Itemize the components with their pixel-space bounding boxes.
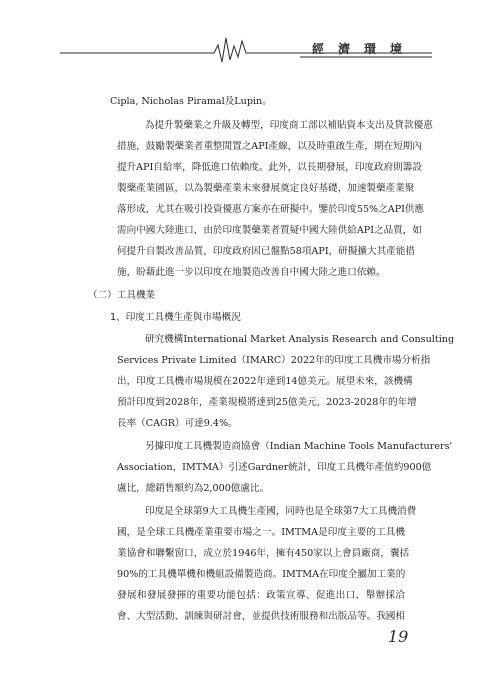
paragraph-line: 業協會和聯繫窗口，成立於1946年，擁有450家以上會員廠商，囊括 — [117, 548, 410, 559]
paragraph-line: 預計印度到2028年，產業規模將達到25億美元，2023-2028年的年增 — [117, 397, 417, 408]
paragraph-line: 研究機構International Market Analysis Research and Consulting — [145, 334, 455, 345]
paragraph-line: 印度是全球第9大工具機生產國，同時也是全球第7大工具機消費 — [145, 506, 417, 517]
paragraph-line: Association，IMTMA）引述Gardner統計，印度工具機年產值約900億 — [117, 462, 432, 473]
paragraph-line: Services Private Limited（IMARC）2022年的印度工具機市場分析指 — [117, 355, 431, 366]
paragraph-line: 施，盼藉此進一步以印度在地製造改善自中國大陸之進口依賴。 — [117, 267, 386, 278]
paragraph-line: Cipla, Nicholas Piramal及Lupin。 — [110, 96, 272, 107]
section-heading: （二）工具機業 — [88, 290, 156, 301]
paragraph-line: 出，印度工具機市場規模在2022年達到14億美元。展望未來，該機構 — [117, 376, 413, 387]
section-header-title: 經濟環境 — [312, 42, 417, 56]
paragraph-line: 落形成，尤其在吸引投資優惠方案亦在研擬中。鑒於印度55%之API供應 — [117, 204, 425, 215]
paragraph-line: 長率（CAGR）可達9.4%。 — [117, 418, 238, 429]
page-number: 19 — [388, 627, 409, 646]
subsection-heading: 1、印度工具機生產與市場概況 — [110, 312, 241, 323]
paragraph-line: 為提升製藥業之升級及轉型，印度商工部以補貼資本支出及貸款優惠 — [145, 120, 433, 131]
paragraph-line: 製藥產業園區，以為製藥產業未來發展奠定良好基礎，加速製藥產業聚 — [117, 183, 415, 194]
paragraph-line: 盧比，總銷售額約為2,000億盧比。 — [117, 483, 270, 494]
paragraph-line: 發展和發展發揮的重要功能包括：政策宣導、促進出口、舉辦採洽 — [117, 590, 405, 601]
paragraph-line: 會、大型活動、訓練與研討會，並提供技術服務和出版品等。我國相 — [117, 611, 405, 622]
paragraph-line: 90%的工具機單機和機組設備製造商。IMTMA在印度全屬加工業的 — [117, 569, 406, 580]
paragraph-line: 需向中國大陸進口，由於印度製藥業者質疑中國大陸供給API之品質，如 — [117, 225, 422, 236]
paragraph-line: 何提升自製改善品質，印度政府因已盤點58項API，研擬擴大其產能措 — [117, 246, 416, 257]
paragraph-line: 另據印度工具機製造商協會（Indian Machine Tools Manufacturers' — [145, 441, 453, 452]
paragraph-line: 措施，鼓勵製藥業者重整閒置之API產線，以及時重啟生產，期在短期內 — [117, 141, 422, 152]
paragraph-line: 提升API自給率，降低進口依賴度。此外，以長期發展，印度政府則籌設 — [117, 162, 422, 173]
paragraph-line: 國，是全球工具機產業重要市場之一。IMTMA是印度主要的工具機 — [117, 527, 405, 538]
